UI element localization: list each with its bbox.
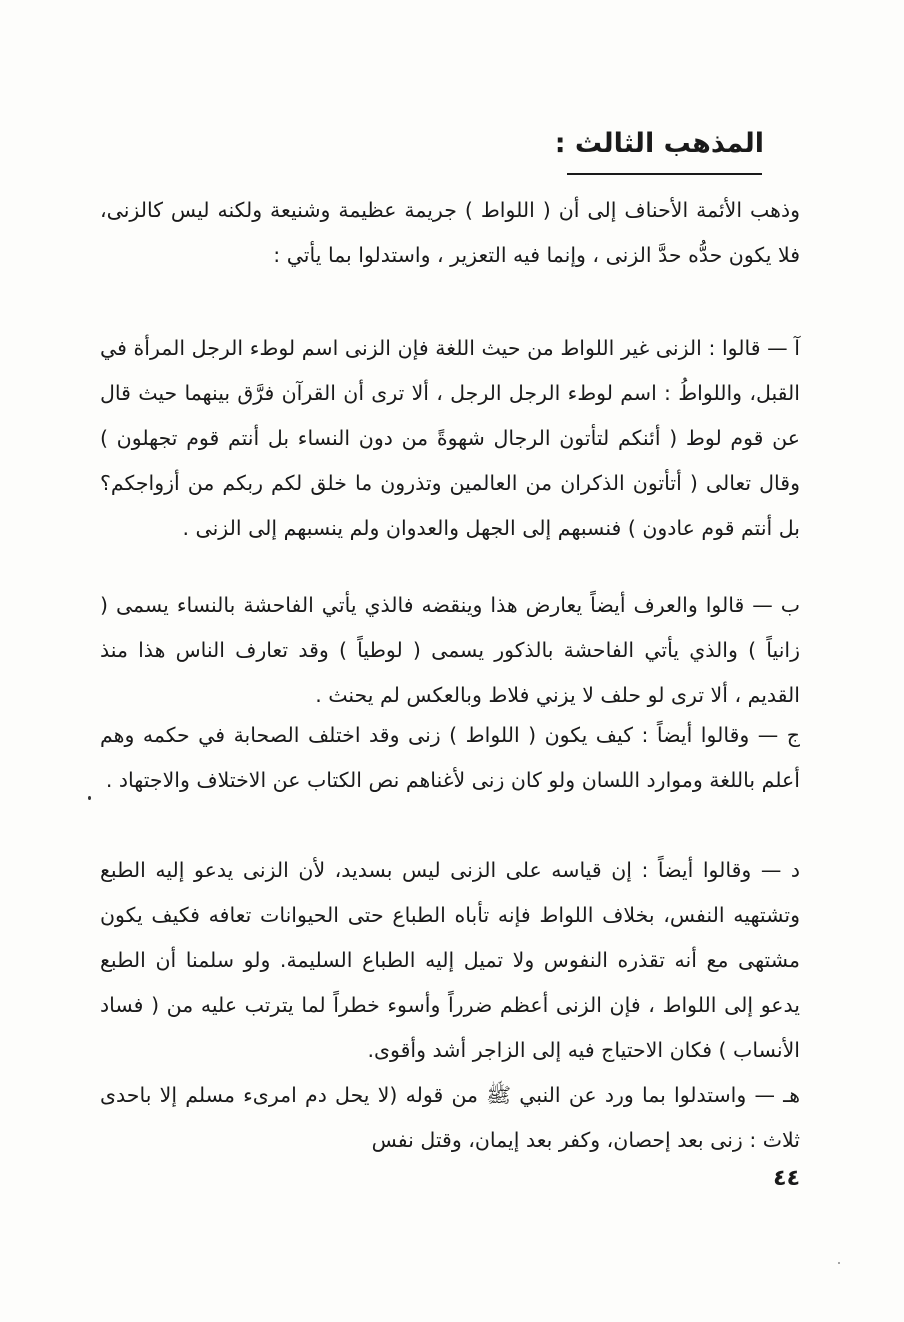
argument-ha-paragraph: هـ — واستدلوا بما ورد عن النبي ﷺ من قوله (لا يحل دم امرىء مسلم إلا باحدى ثلاث : زنى بعد إحصان، وكفر بعد إيمان، وقتل نفس	[100, 1083, 800, 1152]
scan-speck	[88, 796, 91, 800]
intro-paragraph: وذهب الأئمة الأحناف إلى أن ( اللواط ) جريمة عظيمة وشنيعة ولكنه ليس كالزنى، فلا يكون حدُّه حدَّ الزنى ، وإنما فيه التعزير ، واستدلوا بما يأتي :	[100, 198, 800, 267]
page-number: ٤٤	[773, 1166, 800, 1191]
argument-jim-paragraph: ج — وقالوا أيضاً : كيف يكون ( اللواط ) زنى وقد اختلف الصحابة في حكمه وهم أعلم باللغة وموارد اللسان ولو كان زنى لأغناهم نص الكتاب عن الاختلاف والاجتهاد .	[100, 723, 800, 792]
scan-speck	[838, 1262, 840, 1264]
argument-ba-paragraph: ب — قالوا والعرف أيضاً يعارض هذا وينقضه فالذي يأتي الفاحشة بالنساء يسمى ( زانياً ) والذي يأتي الفاحشة بالذكور يسمى ( لوطياً ) وقد تعارف الناس هذا منذ القديم ، ألا ترى لو حلف لا يزني فلاط وبالعكس لم يحنث .	[100, 593, 800, 707]
argument-alif-paragraph: آ — قالوا : الزنى غير اللواط من حيث اللغة فإن الزنى اسم لوطء الرجل المرأة في القبل، واللواطُ : اسم لوطء الرجل الرجل ، ألا ترى أن القرآن فرَّق بينهما حيث قال عن قوم لوط ( أئنكم لتأتون الرجال شهوةً من دون النساء بل أنتم قوم تجهلون ) وقال تعالى ( أتأتون الذكران من العالمين وتذرون ما خلق لكم ربكم من أزواجكم؟ بل أنتم قوم عادون ) فنسبهم إلى الجهل والعدوان ولم ينسبهم إلى الزنى .	[100, 336, 800, 540]
heading-underline	[567, 173, 762, 175]
section-heading: المذهب الثالث :	[554, 128, 764, 159]
argument-dal-paragraph: د — وقالوا أيضاً : إن قياسه على الزنى ليس بسديد، لأن الزنى يدعو إليه الطبع وتشتهيه النفس، بخلاف اللواط فإنه تأباه الطباع حتى الحيوانات تعافه فكيف يكون مشتهى مع أنه تقذره النفوس ولا تميل إليه الطباع السليمة. ولو سلمنا أن الطبع يدعو إلى اللواط ، فإن الزنى أعظم ضرراً وأسوء خطراً لما يترتب عليه من ( فساد الأنساب ) فكان الاحتياج فيه إلى الزاجر أشد وأقوى.	[100, 858, 800, 1062]
